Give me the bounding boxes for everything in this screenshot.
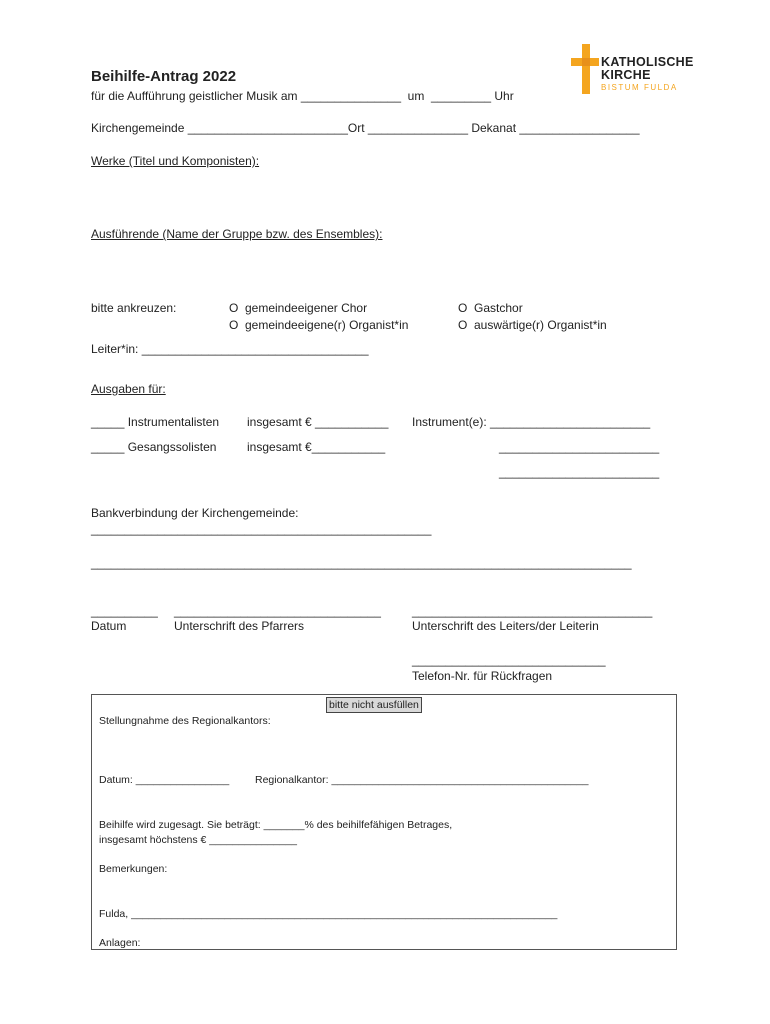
gesangssolisten-amount[interactable]: insgesamt €___________ xyxy=(247,440,386,454)
bank-label: Bankverbindung der Kirchengemeinde: xyxy=(91,506,299,520)
ankreuzen-label: bitte ankreuzen: xyxy=(91,301,177,315)
pfarrer-signature-line[interactable]: _______________________________ xyxy=(174,604,381,618)
regionalkantor-line: Regionalkantor: ____________________________________________ xyxy=(255,774,589,786)
datum-signature-line[interactable]: __________ xyxy=(91,604,158,618)
anlagen-label: Anlagen: xyxy=(99,937,141,949)
leiter-line[interactable]: Leiter*in: __________________________________ xyxy=(91,342,369,356)
subtitle-line[interactable]: für die Aufführung geistlicher Musik am _______________ um _________ Uhr xyxy=(91,89,514,103)
ausgaben-label: Ausgaben für: xyxy=(91,382,166,396)
pfarrer-label: Unterschrift des Pfarrers xyxy=(174,619,305,633)
logo-line-2: KIRCHE xyxy=(601,68,651,82)
office-datum-line: Datum: ________________ xyxy=(99,774,230,786)
form-title: Beihilfe-Antrag 2022 xyxy=(91,68,237,85)
leiter-signature-line[interactable]: ____________________________________ xyxy=(412,604,653,618)
instrument-field[interactable]: Instrument(e): ________________________ xyxy=(412,415,651,429)
stellungnahme-label: Stellungnahme des Regionalkantors: xyxy=(99,715,271,727)
instrument-extra-line-2[interactable]: ________________________ xyxy=(499,465,660,479)
fulda-line: Fulda, _________________________________________________________________________ xyxy=(99,908,558,920)
option-gemeindeeigene-organist[interactable]: O gemeindeeigene(r) Organist*in xyxy=(229,318,409,332)
office-use-box xyxy=(91,694,677,950)
beihilfe-line-2: insgesamt höchstens € _______________ xyxy=(99,834,297,846)
bank-line-1[interactable]: ___________________________________________________ xyxy=(91,522,432,536)
kirchengemeinde-line[interactable]: Kirchengemeinde ________________________Ort _______________ Dekanat __________________ xyxy=(91,121,640,135)
logo-subtitle: BISTUM FULDA xyxy=(601,83,678,92)
instrumentalisten-amount[interactable]: insgesamt € ___________ xyxy=(247,415,389,429)
bank-line-2[interactable]: _________________________________________________________________________________ xyxy=(91,556,632,570)
option-gastchor[interactable]: O Gastchor xyxy=(458,301,523,315)
bemerkungen-label: Bemerkungen: xyxy=(99,863,168,875)
instrument-extra-line-1[interactable]: ________________________ xyxy=(499,440,660,454)
ausfuehrende-label: Ausführende (Name der Gruppe bzw. des Ensembles): xyxy=(91,227,383,241)
gesangssolisten-count[interactable]: _____ Gesangssolisten xyxy=(91,440,217,454)
do-not-fill-badge: bitte nicht ausfüllen xyxy=(326,697,422,713)
datum-label: Datum xyxy=(91,619,127,633)
instrumentalisten-count[interactable]: _____ Instrumentalisten xyxy=(91,415,220,429)
cross-logo-icon xyxy=(571,44,599,94)
werke-label: Werke (Titel und Komponisten): xyxy=(91,154,260,168)
option-auswaertige-organist[interactable]: O auswärtige(r) Organist*in xyxy=(458,318,607,332)
option-gemeindeeigener-chor[interactable]: O gemeindeeigener Chor xyxy=(229,301,368,315)
beihilfe-line-1: Beihilfe wird zugesagt. Sie beträgt: _______% des beihilfefähigen Betrages, xyxy=(99,819,453,831)
telefon-label: Telefon-Nr. für Rückfragen xyxy=(412,669,553,683)
logo-line-1: KATHOLISCHE xyxy=(601,55,694,69)
leiter-label: Unterschrift des Leiters/der Leiterin xyxy=(412,619,599,633)
telefon-line[interactable]: _____________________________ xyxy=(412,653,606,667)
